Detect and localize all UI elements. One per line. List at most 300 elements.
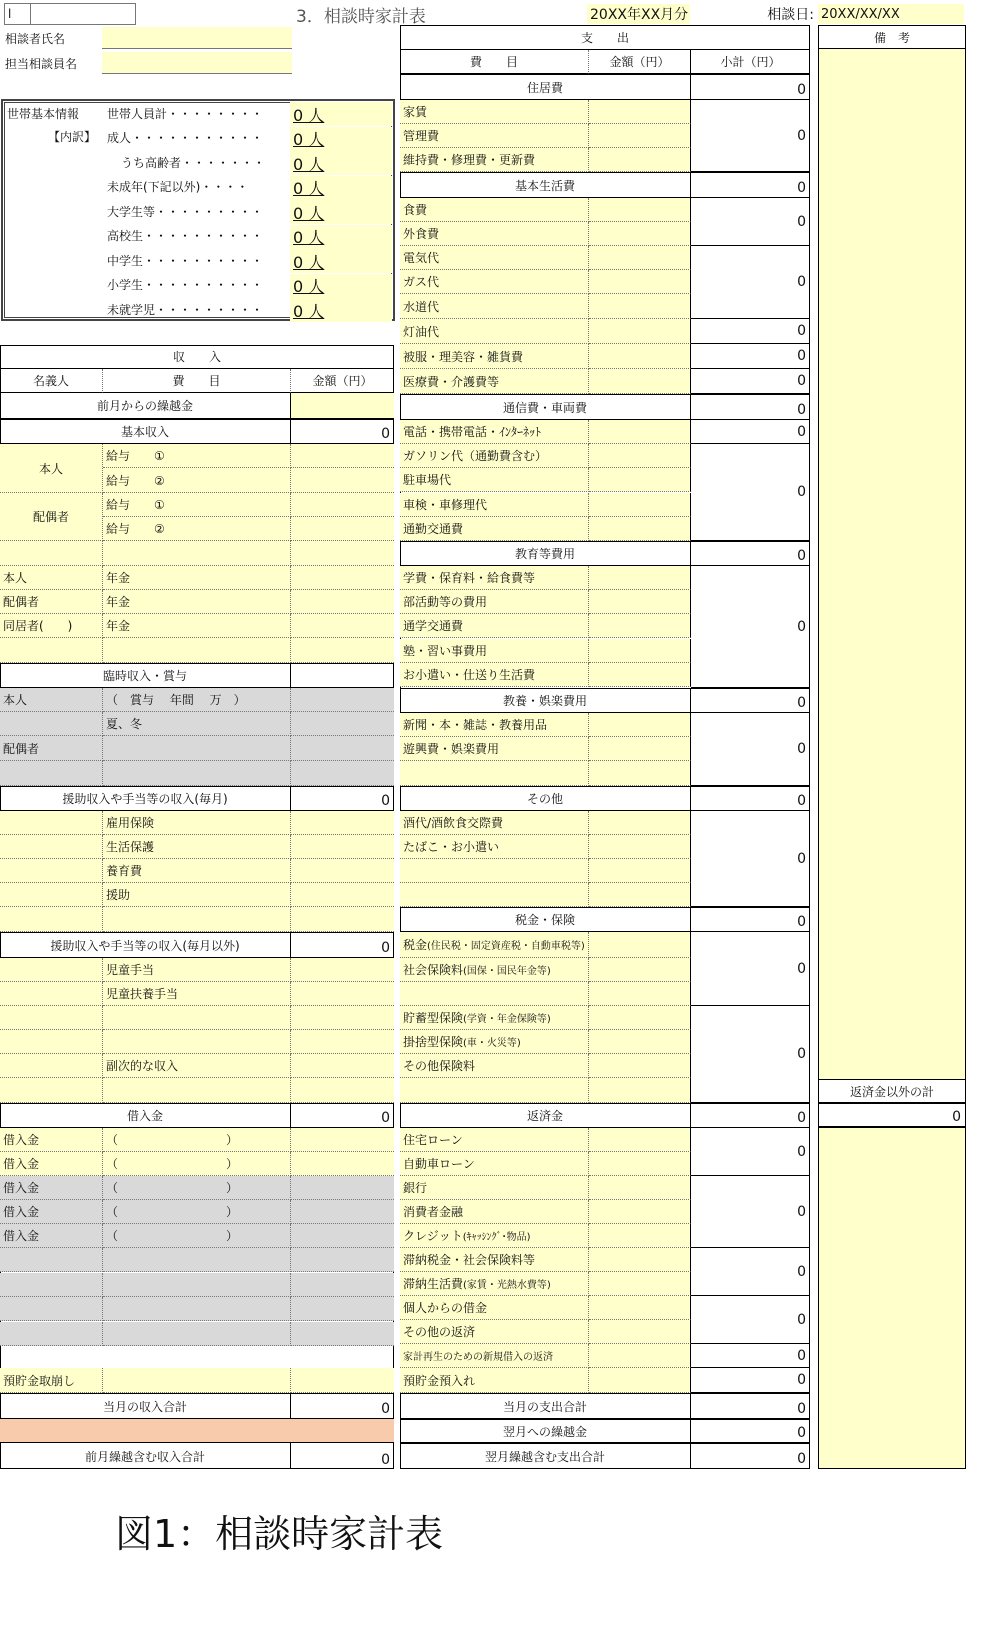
housing-item[interactable]: 管理費 xyxy=(400,124,589,148)
income-item-cell[interactable] xyxy=(103,1322,291,1346)
loan-item[interactable]: （ ） xyxy=(103,1176,291,1200)
car-item[interactable]: 車検・車修理代 xyxy=(400,493,589,517)
expense-amount-cell[interactable] xyxy=(589,1224,691,1248)
income-name-cell[interactable] xyxy=(0,712,103,736)
expense-amount-cell[interactable] xyxy=(589,420,691,444)
term-insurance-item[interactable] xyxy=(400,1030,589,1054)
repay-subtotal-1: 0 xyxy=(691,1128,810,1176)
living-arrears-item[interactable] xyxy=(400,1272,589,1296)
credit-item-main: クレジット xyxy=(403,1229,463,1243)
aid-monthly-item[interactable]: 生活保護 xyxy=(103,835,291,859)
figure-caption: 図1：相談時家計表 xyxy=(115,1511,444,1556)
income-name-cell[interactable]: 借入金 xyxy=(0,1176,103,1200)
expense-amount-cell[interactable] xyxy=(589,1296,691,1320)
household-row-value[interactable]: 0 人 xyxy=(290,151,392,175)
income-name-cell[interactable] xyxy=(0,761,103,786)
carry-next: 翌月への繰越金 xyxy=(400,1419,691,1443)
expense-amount-cell[interactable] xyxy=(589,124,691,148)
car-loan-item[interactable]: 自動車ローン xyxy=(400,1152,589,1176)
aid-other-item[interactable]: 児童扶養手当 xyxy=(103,982,291,1006)
edu-item[interactable]: 塾・習い事費用 xyxy=(400,639,589,663)
social-insurance-item-note: (国保・国民年金等) xyxy=(463,966,551,977)
repay-header-total: 0 xyxy=(691,1103,810,1128)
expense-col-subtotal: 小計（円） xyxy=(691,50,810,74)
expense-amount-cell[interactable] xyxy=(589,932,691,958)
expense-amount-cell[interactable] xyxy=(589,1152,691,1176)
other-header-total: 0 xyxy=(691,786,810,811)
savings-deposit-subtotal: 0 xyxy=(691,1368,810,1393)
housing-item[interactable]: 家賃 xyxy=(400,100,589,124)
income-amount-cell[interactable] xyxy=(291,1322,394,1346)
insurance-item-empty[interactable] xyxy=(400,1078,589,1103)
clothing-item[interactable]: 被服・理美容・雑貨費 xyxy=(400,344,589,369)
income-amount-cell[interactable] xyxy=(291,883,394,907)
edu-item[interactable]: 通学交通費 xyxy=(400,614,589,638)
income-amount-cell[interactable] xyxy=(291,1176,394,1200)
income-amount-cell[interactable] xyxy=(291,1248,394,1272)
culture-header-total: 0 xyxy=(691,688,810,713)
expense-amount-cell[interactable] xyxy=(589,713,691,737)
mortgage-item[interactable]: 住宅ローン xyxy=(400,1128,589,1152)
income-name-cell[interactable] xyxy=(0,1273,103,1297)
loan-header: 借入金 xyxy=(0,1103,291,1128)
tax-subtotal-1: 0 xyxy=(691,932,810,1006)
loan-item[interactable]: （ ） xyxy=(103,1224,291,1248)
tax-subtotal-2: 0 xyxy=(691,1006,810,1103)
expense-amount-cell[interactable] xyxy=(589,859,691,883)
income-name-cell[interactable] xyxy=(0,883,103,907)
carryover-amount[interactable] xyxy=(291,393,394,419)
expense-amount-cell[interactable] xyxy=(589,1006,691,1030)
tax-item-empty[interactable] xyxy=(400,982,589,1006)
tax-item[interactable] xyxy=(400,932,589,958)
aid-monthly-item[interactable]: 養育費 xyxy=(103,859,291,883)
clothing-subtotal: 0 xyxy=(691,344,810,369)
utility-item[interactable]: ガス代 xyxy=(400,270,589,294)
household-row-value[interactable]: 0 人 xyxy=(290,225,392,249)
income-name-cell[interactable] xyxy=(0,1297,103,1321)
income-name-cell[interactable]: 本人 xyxy=(0,566,103,590)
expense-amount-cell[interactable] xyxy=(589,1078,691,1103)
income-name-cell[interactable] xyxy=(0,1054,103,1078)
expense-amount-cell[interactable] xyxy=(589,444,691,468)
aid-other-header: 援助収入や手当等の収入(毎月以外) xyxy=(0,932,291,958)
income-col-item: 費 目 xyxy=(103,369,291,393)
repay-header: 返済金 xyxy=(400,1103,691,1128)
household-row-label: 高校生・・・・・・・・・・ xyxy=(107,229,264,243)
bonus-season[interactable]: 夏、冬 xyxy=(103,712,291,736)
income-amount-cell[interactable] xyxy=(291,712,394,736)
income-name-cell[interactable] xyxy=(0,541,103,566)
savings-withdraw-label[interactable]: 預貯金取崩し xyxy=(0,1368,103,1393)
household-row-label: 中学生・・・・・・・・・・ xyxy=(107,253,264,268)
expense-amount-cell[interactable] xyxy=(589,639,691,663)
new-loan-item[interactable]: 家計再生のための新規借入の返済 xyxy=(400,1344,589,1368)
cell-a1[interactable] xyxy=(4,3,136,25)
income-item-cell[interactable] xyxy=(103,1297,291,1321)
expense-col-amount: 金額（円） xyxy=(589,50,691,74)
income-item-cell[interactable] xyxy=(103,541,291,566)
expense-amount-cell[interactable] xyxy=(589,982,691,1006)
housing-header: 住居費 xyxy=(400,74,691,100)
staff-name-field[interactable] xyxy=(102,52,292,74)
income-name-cell[interactable] xyxy=(0,811,103,835)
income-amount-cell[interactable] xyxy=(291,761,394,786)
honnin-label[interactable]: 本人 xyxy=(0,444,103,493)
car-item[interactable]: 通勤交通費 xyxy=(400,517,589,541)
other-item-empty[interactable] xyxy=(400,859,589,883)
utility-item[interactable]: 水道代 xyxy=(400,294,589,319)
expense-amount-cell[interactable] xyxy=(589,614,691,638)
haigusha-label[interactable]: 配偶者 xyxy=(0,493,103,541)
income-title: 収 入 xyxy=(0,345,394,369)
living-arrears-item-note: (家賃・光熱水費等) xyxy=(463,1280,551,1291)
culture-item[interactable]: 遊興費・娯楽費用 xyxy=(400,737,589,761)
household-row-value[interactable]: 0 人 xyxy=(290,298,392,322)
culture-item[interactable]: 新聞・本・雑誌・教養用品 xyxy=(400,713,589,737)
income-name-cell[interactable]: 借入金 xyxy=(0,1128,103,1152)
housing-subtotal: 0 xyxy=(691,100,810,172)
pension-item[interactable]: 年金 xyxy=(103,590,291,614)
culture-header: 教養・娯楽費用 xyxy=(400,688,691,713)
expense-amount-cell[interactable] xyxy=(589,1200,691,1224)
household-row-value[interactable]: 0 人 xyxy=(290,274,392,298)
income-month-total-value: 0 xyxy=(291,1393,394,1419)
expense-amount-cell[interactable] xyxy=(589,590,691,614)
expense-amount-cell[interactable] xyxy=(589,761,691,786)
household-row-label: 未就学児・・・・・・・・・ xyxy=(107,302,264,317)
client-name-label: 相談者氏名 xyxy=(5,31,66,46)
income-amount-cell[interactable] xyxy=(291,638,394,663)
expense-amount-cell[interactable] xyxy=(589,883,691,907)
household-row-label: 小学生・・・・・・・・・・ xyxy=(107,278,264,292)
income-name-cell[interactable]: 配偶者 xyxy=(0,736,103,761)
expense-amount-cell[interactable] xyxy=(589,148,691,172)
income-name-cell[interactable] xyxy=(0,1030,103,1054)
income-name-cell[interactable]: 同居者( ) xyxy=(0,614,103,638)
living-header: 基本生活費 xyxy=(400,172,691,198)
bonus-note[interactable]: （ 賞与 年間 万 ） xyxy=(103,688,291,712)
expense-month-total: 当月の支出合計 xyxy=(400,1393,691,1419)
expense-amount-cell[interactable] xyxy=(589,198,691,222)
other-item-empty[interactable] xyxy=(400,883,589,907)
repay-subtotal-4: 0 xyxy=(691,1296,810,1344)
consult-date[interactable]: 20XX/XX/XX xyxy=(818,4,964,24)
income-name-cell[interactable] xyxy=(0,1248,103,1272)
new-loan-subtotal: 0 xyxy=(691,1344,810,1368)
remarks-title: 備 考 xyxy=(818,25,966,49)
income-amount-cell[interactable] xyxy=(291,1297,394,1321)
non-repay-label: 返済金以外の計 xyxy=(818,1079,966,1103)
expense-amount-cell[interactable] xyxy=(589,1030,691,1054)
household-row-label: 未成年(下記以外)・・・・ xyxy=(107,180,249,194)
expense-grand-total-total: 0 xyxy=(691,1443,810,1469)
bank-item[interactable]: 銀行 xyxy=(400,1176,589,1200)
income-amount-cell[interactable] xyxy=(291,493,394,517)
expense-amount-cell[interactable] xyxy=(589,517,691,541)
living-arrears-item-main: 滞納生活費 xyxy=(403,1277,464,1291)
repay-subtotal-3: 0 xyxy=(691,1248,810,1296)
phone-subtotal: 0 xyxy=(691,420,810,444)
income-amount-cell[interactable] xyxy=(291,736,394,761)
household-row-value[interactable]: 0 人 xyxy=(290,200,392,224)
expense-amount-cell[interactable] xyxy=(589,663,691,687)
haigusha-salary-1[interactable]: 給与 ① xyxy=(103,493,291,517)
income-grand-total-value: 0 xyxy=(381,1452,390,1468)
pension-item[interactable]: 年金 xyxy=(103,614,291,638)
expense-amount-cell[interactable] xyxy=(589,270,691,294)
income-name-cell[interactable] xyxy=(0,859,103,883)
household-row-value[interactable]: 0 人 xyxy=(290,249,392,273)
income-amount-cell[interactable] xyxy=(291,811,394,835)
expense-amount-cell[interactable] xyxy=(589,1128,691,1152)
income-amount-cell[interactable] xyxy=(291,1128,394,1152)
temp-income-header: 臨時収入・賞与 xyxy=(0,663,291,688)
expense-amount-cell[interactable] xyxy=(589,1054,691,1078)
income-name-cell[interactable] xyxy=(0,835,103,859)
aid-monthly-header: 援助収入や手当等の収入(毎月) xyxy=(0,786,291,811)
other-insurance-item[interactable]: その他保険料 xyxy=(400,1054,589,1078)
income-spacer-row xyxy=(0,1419,394,1443)
expense-amount-cell[interactable] xyxy=(589,1344,691,1368)
household-row-label: うち高齢者・・・・・・・ xyxy=(121,155,266,170)
comm-header-total: 0 xyxy=(691,394,810,420)
edu-subtotal: 0 xyxy=(691,566,810,688)
expense-amount-cell[interactable] xyxy=(589,493,691,517)
expense-amount-cell[interactable] xyxy=(589,958,691,982)
personal-loan-item[interactable]: 個人からの借金 xyxy=(400,1296,589,1320)
consumer-finance-item[interactable]: 消費者金融 xyxy=(400,1200,589,1224)
side-income[interactable]: 副次的な収入 xyxy=(103,1054,291,1078)
medical-item[interactable]: 医療費・介護費等 xyxy=(400,369,589,394)
expense-col-item: 費 目 xyxy=(400,50,589,74)
social-insurance-item[interactable] xyxy=(400,958,589,982)
housing-header-total: 0 xyxy=(691,74,810,100)
honnin-salary-2[interactable]: 給与 ② xyxy=(103,468,291,493)
household-row-value[interactable]: 0 人 xyxy=(290,127,392,151)
expense-amount-cell[interactable] xyxy=(589,1176,691,1200)
income-item-cell[interactable] xyxy=(103,907,291,932)
client-name-field[interactable] xyxy=(102,27,292,49)
carry-next-total: 0 xyxy=(691,1419,810,1443)
car-item[interactable]: 駐車場代 xyxy=(400,468,589,492)
income-amount-cell[interactable] xyxy=(291,614,394,638)
expense-amount-cell[interactable] xyxy=(589,737,691,761)
expense-amount-cell[interactable] xyxy=(589,811,691,835)
utility-subtotal: 0 xyxy=(691,246,810,319)
income-amount-cell[interactable] xyxy=(291,1078,394,1103)
aid-other-item[interactable]: 児童手当 xyxy=(103,958,291,982)
savings-insurance-item-main: 貯蓄型保険 xyxy=(403,1011,464,1025)
income-amount-cell[interactable] xyxy=(291,835,394,859)
term-insurance-item-main: 掛捨型保険 xyxy=(403,1035,464,1049)
expense-amount-cell[interactable] xyxy=(589,100,691,124)
income-amount-cell[interactable] xyxy=(291,859,394,883)
income-amount-cell[interactable] xyxy=(291,1006,394,1030)
social-insurance-item-main: 社会保険料 xyxy=(403,963,464,977)
income-name-cell[interactable]: 借入金 xyxy=(0,1152,103,1176)
income-name-cell[interactable]: 配偶者 xyxy=(0,590,103,614)
expense-amount-cell[interactable] xyxy=(589,222,691,246)
income-name-cell[interactable]: 本人 xyxy=(0,688,103,712)
income-name-cell[interactable] xyxy=(0,1078,103,1103)
income-name-cell[interactable] xyxy=(0,638,103,663)
expense-amount-cell[interactable] xyxy=(589,1272,691,1296)
household-row-value[interactable]: 0 人 xyxy=(290,176,392,200)
food-subtotal: 0 xyxy=(691,198,810,246)
carryover-label: 前月からの繰越金 xyxy=(0,393,291,419)
other-header: その他 xyxy=(400,786,691,811)
income-month-total-label: 当月の収入合計 xyxy=(0,1393,291,1419)
income-item-cell[interactable] xyxy=(103,761,291,786)
income-amount-cell[interactable] xyxy=(291,1152,394,1176)
staff-name-label: 担当相談員名 xyxy=(5,56,78,71)
temp-income-header-amount xyxy=(291,663,394,688)
non-repay-value: 0 xyxy=(818,1103,966,1128)
loan-item[interactable]: （ ） xyxy=(103,1200,291,1224)
expense-title: 支 出 xyxy=(400,25,810,50)
consult-date-label: 相談日: xyxy=(767,6,814,23)
basic-income-header-amount: 0 xyxy=(291,419,394,444)
medical-subtotal: 0 xyxy=(691,369,810,394)
income-grand-total-label: 前月繰越含む収入合計 xyxy=(0,1443,291,1469)
income-amount-cell[interactable] xyxy=(291,982,394,1006)
tax-arrears-item[interactable]: 滞納税金・社会保険料等 xyxy=(400,1248,589,1272)
household-section-label: 世帯基本情報 xyxy=(7,106,80,121)
repay-subtotal-2: 0 xyxy=(691,1176,810,1248)
loan-item[interactable]: （ ） xyxy=(103,1128,291,1152)
aid-other-header-amount: 0 xyxy=(291,932,394,958)
savings-insurance-item-note: (学資・年金保険等) xyxy=(463,1014,551,1025)
expense-amount-cell[interactable] xyxy=(589,319,691,344)
loan-item[interactable]: （ ） xyxy=(103,1152,291,1176)
expense-amount-cell[interactable] xyxy=(589,344,691,369)
income-amount-cell[interactable] xyxy=(291,468,394,493)
income-item-cell[interactable] xyxy=(103,1273,291,1297)
household-row-label: 大学生等・・・・・・・・・ xyxy=(107,204,264,219)
income-item-cell[interactable] xyxy=(103,638,291,663)
income-amount-cell[interactable] xyxy=(291,517,394,541)
pension-item[interactable]: 年金 xyxy=(103,566,291,590)
income-name-cell[interactable] xyxy=(0,907,103,932)
expense-amount-cell[interactable] xyxy=(589,294,691,319)
expense-amount-cell[interactable] xyxy=(589,1248,691,1272)
aid-monthly-item[interactable]: 援助 xyxy=(103,883,291,907)
basic-income-header: 基本収入 xyxy=(0,419,291,444)
culture-item-empty[interactable] xyxy=(400,761,589,786)
expense-amount-cell[interactable] xyxy=(589,468,691,492)
living-header-total: 0 xyxy=(691,172,810,198)
page-title: 3．相談時家計表 xyxy=(296,6,426,25)
expense-month-total-total: 0 xyxy=(691,1393,810,1419)
tax-item-note: (住民税・固定資産税・自動車税等) xyxy=(427,941,585,952)
income-amount-cell[interactable] xyxy=(291,1273,394,1297)
other-item[interactable]: 酒代/酒飲食交際費 xyxy=(400,811,589,835)
remarks-column[interactable] xyxy=(818,25,966,1469)
income-amount-cell[interactable] xyxy=(291,1030,394,1054)
household-row-label: 世帯人員計・・・・・・・・ xyxy=(107,106,264,121)
expense-amount-cell[interactable] xyxy=(589,835,691,859)
income-amount-cell[interactable] xyxy=(291,1200,394,1224)
income-amount-cell[interactable] xyxy=(291,1368,394,1393)
expense-amount-cell[interactable] xyxy=(589,246,691,270)
income-amount-cell[interactable] xyxy=(291,444,394,468)
term-insurance-item-note: (車・火災等) xyxy=(463,1038,521,1049)
income-name-cell[interactable]: 借入金 xyxy=(0,1200,103,1224)
edu-item[interactable]: お小遣い・仕送り生活費 xyxy=(400,663,589,687)
income-amount-cell[interactable] xyxy=(291,1224,394,1248)
expense-amount-cell[interactable] xyxy=(589,566,691,590)
income-amount-cell[interactable] xyxy=(291,566,394,590)
comm-header: 通信費・車両費 xyxy=(400,394,691,420)
loan-header-amount: 0 xyxy=(291,1103,394,1128)
household-breakdown-label: 【内訳】 xyxy=(47,130,96,144)
other-item[interactable]: たばこ・お小遣い xyxy=(400,835,589,859)
housing-item[interactable]: 維持費・修理費・更新費 xyxy=(400,148,589,172)
income-amount-cell[interactable] xyxy=(291,541,394,566)
income-amount-cell[interactable] xyxy=(291,1054,394,1078)
aid-monthly-item[interactable]: 雇用保険 xyxy=(103,811,291,835)
household-row-label: 成人・・・・・・・・・・・ xyxy=(107,131,264,145)
cell-a1-text: l xyxy=(5,4,31,24)
food-item[interactable]: 食費 xyxy=(400,198,589,222)
income-item-cell[interactable] xyxy=(103,736,291,761)
edu-item[interactable]: 部活動等の費用 xyxy=(400,590,589,614)
income-item-cell[interactable] xyxy=(103,1006,291,1030)
target-month[interactable]: 20XX年XX月分 xyxy=(587,4,690,24)
other-subtotal: 0 xyxy=(691,811,810,907)
household-row-value[interactable]: 0 人 xyxy=(290,102,392,126)
expense-amount-cell[interactable] xyxy=(589,1320,691,1344)
tax-item-main: 税金 xyxy=(403,938,428,952)
edu-header-total: 0 xyxy=(691,541,810,566)
car-item[interactable]: ガソリン代（通勤費含む） xyxy=(400,444,589,468)
other-repay-item[interactable]: その他の返済 xyxy=(400,1320,589,1344)
honnin-salary-1[interactable]: 給与 ① xyxy=(103,444,291,468)
credit-item[interactable] xyxy=(400,1224,589,1248)
income-name-cell[interactable] xyxy=(0,958,103,982)
income-name-cell[interactable] xyxy=(0,982,103,1006)
food-item[interactable]: 外食費 xyxy=(400,222,589,246)
income-item-cell[interactable] xyxy=(103,1078,291,1103)
haigusha-salary-2[interactable]: 給与 ② xyxy=(103,517,291,541)
edu-item[interactable]: 学費・保育料・給食費等 xyxy=(400,566,589,590)
kerosene-item[interactable]: 灯油代 xyxy=(400,319,589,344)
tax-header-total: 0 xyxy=(691,907,810,932)
expense-amount-cell[interactable] xyxy=(589,1368,691,1393)
savings-deposit-item[interactable]: 預貯金預入れ xyxy=(400,1368,589,1393)
income-item-cell[interactable] xyxy=(103,1030,291,1054)
income-name-cell[interactable] xyxy=(0,1322,103,1346)
income-amount-cell[interactable] xyxy=(291,907,394,932)
edu-header: 教育等費用 xyxy=(400,541,691,566)
income-name-cell[interactable] xyxy=(0,1006,103,1030)
aid-monthly-header-amount: 0 xyxy=(291,786,394,811)
income-amount-cell[interactable] xyxy=(291,958,394,982)
phone-item[interactable]: 電話・携帯電話・ｲﾝﾀｰﾈｯﾄ xyxy=(400,420,589,444)
expense-amount-cell[interactable] xyxy=(589,369,691,394)
car-subtotal: 0 xyxy=(691,444,810,541)
income-item-cell[interactable] xyxy=(103,1248,291,1272)
income-amount-cell[interactable] xyxy=(291,688,394,712)
culture-subtotal: 0 xyxy=(691,713,810,786)
savings-insurance-item[interactable] xyxy=(400,1006,589,1030)
income-name-cell[interactable]: 借入金 xyxy=(0,1224,103,1248)
income-item-cell[interactable] xyxy=(103,1368,291,1393)
income-amount-cell[interactable] xyxy=(291,590,394,614)
expense-grand-total: 翌月繰越含む支出合計 xyxy=(400,1443,691,1469)
utility-item[interactable]: 電気代 xyxy=(400,246,589,270)
